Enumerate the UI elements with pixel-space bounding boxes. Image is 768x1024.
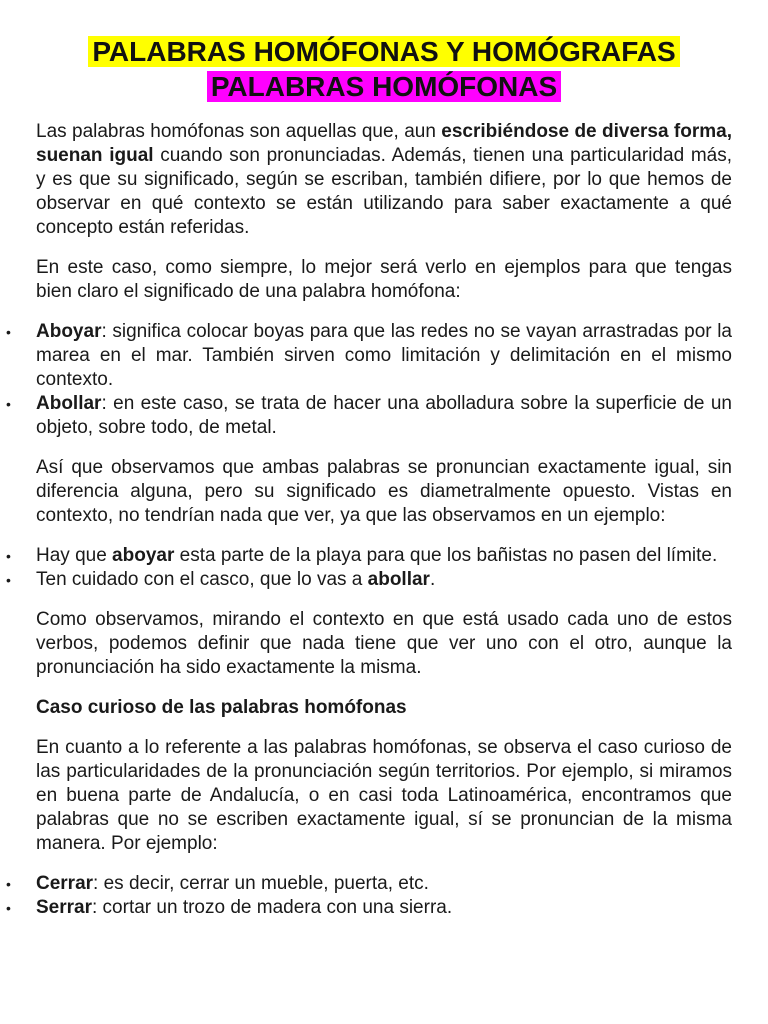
definition: : es decir, cerrar un mueble, puerta, etc. [93,873,429,894]
regional-examples-list [6,872,732,920]
definitions-list [6,320,732,440]
curious-case-paragraph: En cuanto a lo referente a las palabras homófonas, se observa el caso curioso de las particularidades de la pronunciación según territorios. Por ejemplo, si miramos en buena parte de Andalucía, o en casi toda Latinoamérica, encontramos que palabras que no se escriben exactamente igual, sí se pronuncian de la misma manera. Por ejemplo: [36,737,732,854]
term: abollar [367,569,430,590]
bullet-icon: • [6,396,11,412]
term: Cerrar [36,873,94,894]
conclusion-paragraph: Como observamos, mirando el contexto en que está usado cada uno de estos verbos, podemos definir que nada tiene que ver uno con el otro, aunque la pronunciación ha sido exactamente la misma. [36,609,732,678]
section-title: PALABRAS HOMÓFONAS [207,71,561,102]
definition: : en este caso, se trata de hacer una abolladura sobre la superficie de un objeto, sobre todo, de metal. [36,393,732,438]
example-text: Hay que [36,545,113,566]
bullet-icon: • [6,324,11,340]
intro-text-1: Las palabras homófonas son aquellas que, aun [36,121,442,142]
title-block [36,36,732,102]
definition: : cortar un trozo de madera con una sierra. [92,897,453,918]
list-item [6,896,732,920]
examples-list [6,544,732,592]
subheading: Caso curioso de las palabras homófonas [36,697,407,718]
example-text: . [429,569,436,590]
intro-text-2: cuando son pronunciadas. Además, tienen una particularidad más, y es que su significado, según se escriban, también difiere, por lo que hemos de observar en qué contexto se están utilizando para saber exactamente a qué concepto están referidas. [36,145,732,238]
list-item [6,872,732,896]
list-item [6,320,732,392]
term: Abollar [36,393,102,414]
examples-intro-paragraph: En este caso, como siempre, lo mejor será verlo en ejemplos para que tengas bien claro el significado de una palabra homófona: [36,257,732,302]
term: aboyar [112,545,175,566]
bullet-icon: • [6,876,11,892]
bullet-icon: • [6,572,11,588]
intro-paragraph [36,120,732,240]
bullet-icon: • [6,900,11,916]
intro-bold: escribiéndose de diversa forma, suenan igual [36,121,732,166]
document-page [6,36,732,920]
list-item [6,392,732,440]
example-text: esta parte de la playa para que los bañistas no pasen del límite. [174,545,718,566]
list-item [6,544,732,568]
example-text: Ten cuidado con el casco, que lo vas a [36,569,368,590]
page-title: PALABRAS HOMÓFONAS Y HOMÓGRAFAS [88,36,679,67]
definition: : significa colocar boyas para que las redes no se vayan arrastradas por la marea en el mar. También sirven como limitación y delimitación en el mismo contexto. [36,321,732,390]
term: Serrar [36,897,92,918]
term: Aboyar [36,321,102,342]
comparison-paragraph: Así que observamos que ambas palabras se pronuncian exactamente igual, sin diferencia alguna, pero su significado es diametralmente opuesto. Vistas en contexto, no tendrían nada que ver, ya que las observamos en un ejemplo: [36,457,732,526]
bullet-icon: • [6,548,11,564]
list-item [6,568,732,592]
